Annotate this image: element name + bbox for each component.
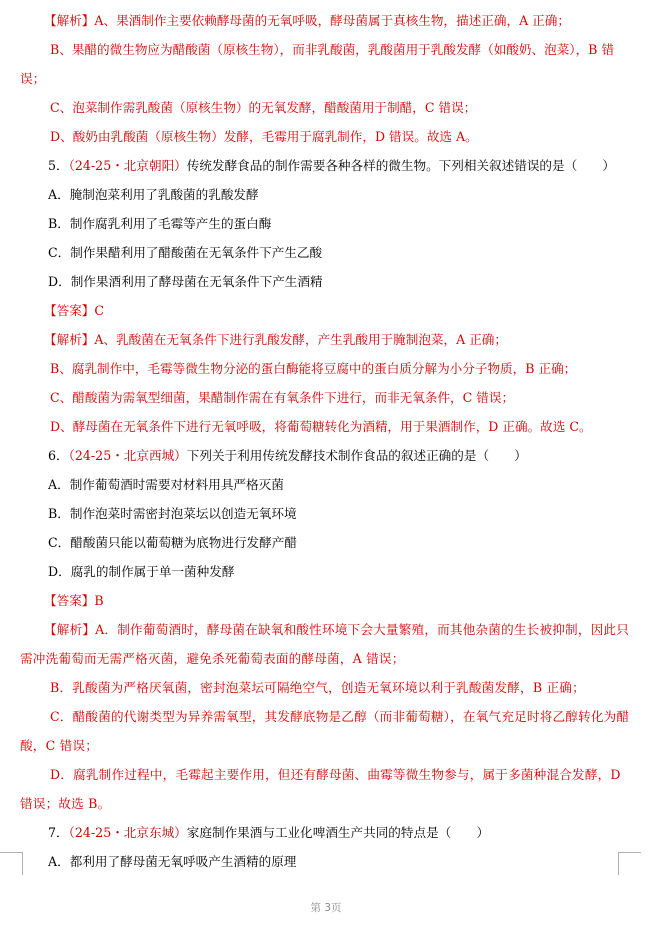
question-6-option-c: C．醋酸菌只能以葡萄糖为底物进行发酵产醋 xyxy=(48,535,297,550)
analysis-q6-b: B．乳酸菌为严格厌氧菌，密封泡菜坛可隔绝空气，创造无氧环境以利于乳酸菌发酵，B 正确； xyxy=(50,680,585,695)
question-5-answer: 【答案】C xyxy=(44,303,105,318)
question-6-number: 6． xyxy=(48,448,69,463)
crop-mark-bottom-right xyxy=(618,852,641,875)
question-7 xyxy=(20,818,634,847)
question-6-option-d: D．腐乳的制作属于单一菌种发酵 xyxy=(48,564,235,579)
crop-mark-bottom-left xyxy=(0,852,23,875)
page-number: 第 3页 xyxy=(310,902,342,914)
question-6-option-a: A．制作葡萄酒时需要对材料用具严格灭菌 xyxy=(48,477,284,492)
question-5-stem: 传统发酵食品的制作需要各种各样的微生物。下列相关叙述错误的是（ ） xyxy=(186,158,615,173)
question-5-option-b: B．制作腐乳利用了毛霉等产生的蛋白酶 xyxy=(48,216,272,231)
question-7-source: （24-25・北京东城） xyxy=(68,825,187,840)
analysis-q4-c: C、泡菜制作需乳酸菌（原核生物）的无氧发酵，醋酸菌用于制醋，C 错误； xyxy=(50,100,477,115)
analysis-q4-b: B、果醋的微生物应为醋酸菌（原核生物），而非乳酸菌，乳酸菌用于乳酸发酵（如酸奶、泡菜），B 错误； xyxy=(20,42,615,86)
analysis-q5-c: C、醋酸菌为需氧型细菌，果醋制作需在有氧条件下进行，而非无氧条件，C 错误； xyxy=(50,390,515,405)
analysis-q4-a: 【解析】A、果酒制作主要依赖酵母菌的无氧呼吸，酵母菌属于真核生物，描述正确，A 正确； xyxy=(44,13,570,28)
analysis-q4-d: D、酸奶由乳酸菌（原核生物）发酵，毛霉用于腐乳制作，D 错误。故选 A。 xyxy=(50,129,478,144)
question-5-source: （24-25・北京朝阳） xyxy=(68,158,187,173)
question-5-option-d: D．制作果酒利用了酵母菌在无氧条件下产生酒精 xyxy=(48,274,323,289)
page-content xyxy=(20,6,634,876)
analysis-q6-a: 【解析】A．制作葡萄酒时，酵母菌在缺氧和酸性环境下会大量繁殖，而其他杂菌的生长被抑制，因此只需冲洗葡萄而无需严格灭菌，避免杀死葡萄表面的酵母菌，A 错误； xyxy=(20,622,630,666)
question-5-number: 5． xyxy=(48,158,69,173)
question-6-stem: 下列关于利用传统发酵技术制作食品的叙述正确的是（ ） xyxy=(186,448,527,463)
analysis-q5-b: B、腐乳制作中，毛霉等微生物分泌的蛋白酶能将豆腐中的蛋白质分解为小分子物质，B 正确； xyxy=(50,361,577,376)
analysis-q6-d: D．腐乳制作过程中，毛霉起主要作用，但还有酵母菌、曲霉等微生物参与，属于多菌种混合发酵，D 错误；故选 B。 xyxy=(20,767,621,811)
question-6-option-b: B．制作泡菜时需密封泡菜坛以创造无氧环境 xyxy=(48,506,297,521)
question-7-stem: 家庭制作果酒与工业化啤酒生产共同的特点是（ ） xyxy=(186,825,490,840)
question-7-number: 7． xyxy=(48,825,69,840)
question-6 xyxy=(20,441,634,470)
question-6-source: （24-25・北京西城） xyxy=(68,448,187,463)
analysis-q6-c: C．醋酸菌的代谢类型为异养需氧型，其发酵底物是乙醇（而非葡萄糖），在氧气充足时将乙醇转化为醋酸，C 错误； xyxy=(20,709,630,753)
question-6-answer: 【答案】B xyxy=(44,593,104,608)
analysis-q5-d: D、酵母菌在无氧条件下进行无氧呼吸，将葡萄糖转化为酒精，用于果酒制作，D 正确。故选 C。 xyxy=(50,419,592,434)
question-5 xyxy=(20,151,634,180)
question-7-option-a: A．都利用了酵母菌无氧呼吸产生酒精的原理 xyxy=(48,854,297,869)
question-5-option-a: A．腌制泡菜利用了乳酸菌的乳酸发酵 xyxy=(48,187,259,202)
analysis-q5-a: 【解析】A、乳酸菌在无氧条件下进行乳酸发酵，产生乳酸用于腌制泡菜，A 正确； xyxy=(44,332,507,347)
question-5-option-c: C．制作果醋利用了醋酸菌在无氧条件下产生乙酸 xyxy=(48,245,323,260)
